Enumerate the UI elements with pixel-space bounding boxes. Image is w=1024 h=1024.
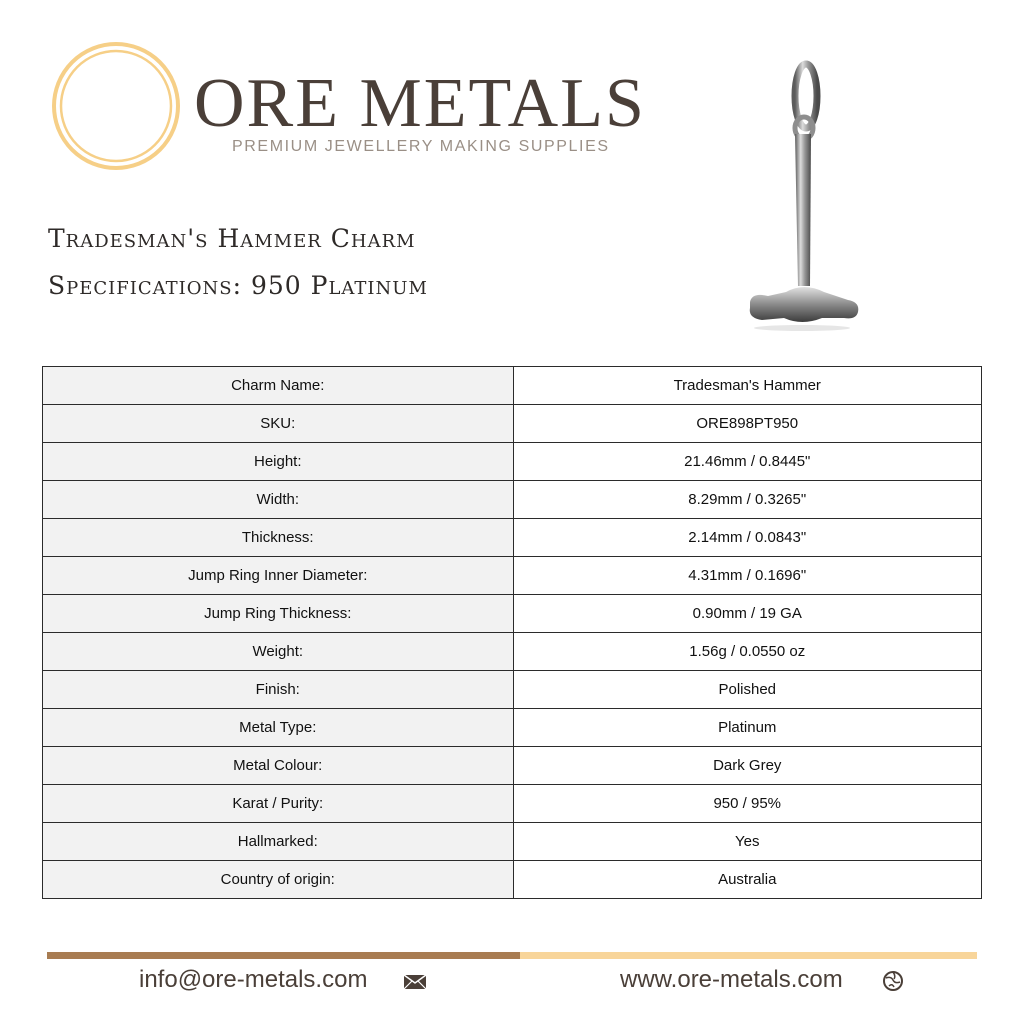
spec-value: 21.46mm / 0.8445" [513, 443, 982, 481]
spec-value: Tradesman's Hammer [513, 367, 982, 405]
table-row [43, 481, 982, 519]
spec-value: 8.29mm / 0.3265" [513, 481, 982, 519]
brand-name: ORE METALS [194, 65, 646, 142]
spec-label: Jump Ring Thickness: [43, 595, 514, 633]
spec-value: Polished [513, 671, 982, 709]
spec-label: Width: [43, 481, 514, 519]
spec-label: Finish: [43, 671, 514, 709]
spec-label: Charm Name: [43, 367, 514, 405]
spec-label: Weight: [43, 633, 514, 671]
table-row [43, 367, 982, 405]
product-title: Tradesman's Hammer Charm [48, 224, 416, 253]
table-row [43, 557, 982, 595]
table-row [43, 405, 982, 443]
spec-label: Hallmarked: [43, 823, 514, 861]
spec-value: 0.90mm / 19 GA [513, 595, 982, 633]
table-row [43, 709, 982, 747]
table-row [43, 785, 982, 823]
globe-icon [882, 970, 904, 992]
spec-value: Platinum [513, 709, 982, 747]
logo-ring-icon [50, 40, 182, 172]
product-specifications-title: Specifications: 950 Platinum [48, 271, 428, 300]
footer-email-link[interactable]: info@ore-metals.com [139, 966, 368, 993]
table-row [43, 519, 982, 557]
table-row [43, 443, 982, 481]
spec-label: Country of origin: [43, 861, 514, 899]
hammer-charm-image [738, 56, 868, 334]
spec-label: Metal Colour: [43, 747, 514, 785]
spec-value: 1.56g / 0.0550 oz [513, 633, 982, 671]
table-row [43, 823, 982, 861]
mail-icon [403, 974, 427, 990]
spec-label: Height: [43, 443, 514, 481]
spec-value: Australia [513, 861, 982, 899]
footer-divider-left [47, 952, 520, 959]
table-row [43, 633, 982, 671]
footer-divider-right [520, 952, 977, 959]
spec-label: Karat / Purity: [43, 785, 514, 823]
specifications-table [42, 366, 982, 899]
table-row [43, 595, 982, 633]
spec-value: Dark Grey [513, 747, 982, 785]
spec-value: 4.31mm / 0.1696" [513, 557, 982, 595]
spec-label: Jump Ring Inner Diameter: [43, 557, 514, 595]
table-row [43, 861, 982, 899]
spec-label: Metal Type: [43, 709, 514, 747]
spec-value: Yes [513, 823, 982, 861]
spec-value: 950 / 95% [513, 785, 982, 823]
spec-label: Thickness: [43, 519, 514, 557]
table-row [43, 671, 982, 709]
footer-website-link[interactable]: www.ore-metals.com [620, 966, 843, 993]
spec-value: ORE898PT950 [513, 405, 982, 443]
brand-tagline: PREMIUM JEWELLERY MAKING SUPPLIES [232, 138, 610, 155]
spec-label: SKU: [43, 405, 514, 443]
spec-value: 2.14mm / 0.0843" [513, 519, 982, 557]
table-row [43, 747, 982, 785]
